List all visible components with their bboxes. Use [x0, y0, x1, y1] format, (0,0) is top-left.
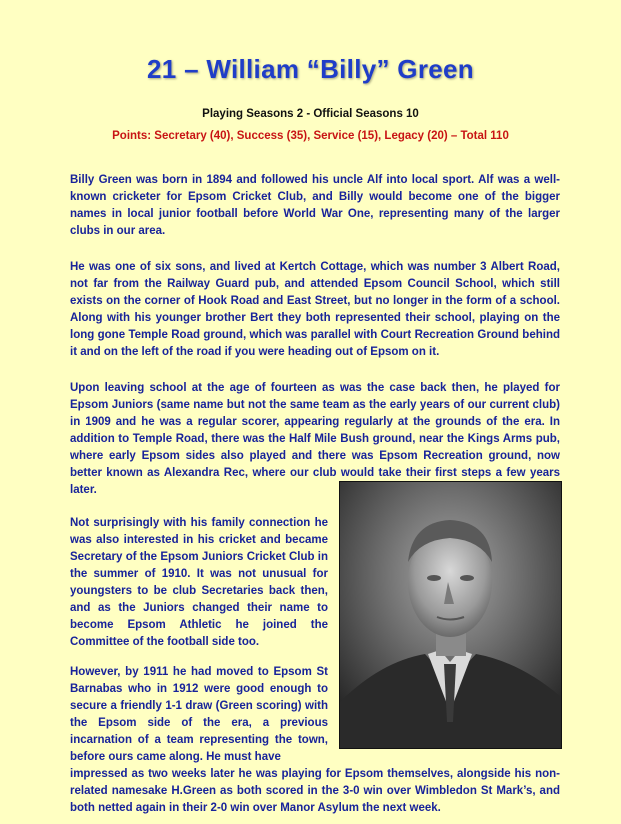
paragraph-barnabas-part2: impressed as two weeks later he was playing for Epsom themselves, alongside his non-related namesake H.Green as both scored in the 3-0 win over Wimbledon St Mark’s, and both netted again in their 2-0 win over Manor Asylum the next week.	[70, 768, 560, 814]
page-title: 21 – William “Billy” Green	[147, 54, 474, 84]
paragraph-juniors: Upon leaving school at the age of fourteen as was the case back then, he played for Epsom Juniors (same name but not the same team as the early years of our current club) in 1909 and he was a regular scorer, appearing regularly at the grounds of the era. In addition to Temple Road, there was the Half Mile Bush ground, near the Kings Arms pub, where early Epsom sides also played and there was Epsom Recreation ground, now better known as Alexandra Rec, where our club would take their first steps a few years later.	[70, 382, 560, 496]
paragraph-barnabas-part1: However, by 1911 he had moved to Epsom St Barnabas who in 1912 were good enough to secure a friendly 1-1 draw (Green scoring) with the Epsom side of the era, a previous incarnation of a team representing the town, before ours came along. He must have	[70, 666, 328, 763]
paragraph-birth: Billy Green was born in 1894 and followed his uncle Alf into local sport. Alf was a well-known cricketer for Epsom Cricket Club, and Billy would become one of the bigger names in local junior football before World War One, representing many of the larger clubs in our area.	[70, 174, 560, 237]
paragraph-barnabas	[70, 664, 560, 817]
paragraph-cricket: Not surprisingly with his family connection he was also interested in his cricket and became Secretary of the Epsom Juniors Cricket Club in the summer of 1910. It was not unusual for youngsters to be club Secretaries back then, and as the Juniors changed their name to become Epsom Athletic he joined the Committee of the football side too.	[70, 517, 328, 648]
seasons-line: Playing Seasons 2 - Official Seasons 10	[202, 108, 419, 120]
paragraph-family: He was one of six sons, and lived at Kertch Cottage, which was number 3 Albert Road, not far from the Railway Guard pub, and attended Epsom Council School, which still exists on the corner of Hook Road and East Street, but no longer in the form of a school. Along with his younger brother Bert they both represented their school, playing on the long gone Temple Road ground, which was parallel with Court Recreation Ground behind it and on the left of the road if you were heading out of Epsom on it.	[70, 261, 560, 358]
points-line: Points: Secretary (40), Success (35), Service (15), Legacy (20) – Total 110	[112, 130, 509, 142]
